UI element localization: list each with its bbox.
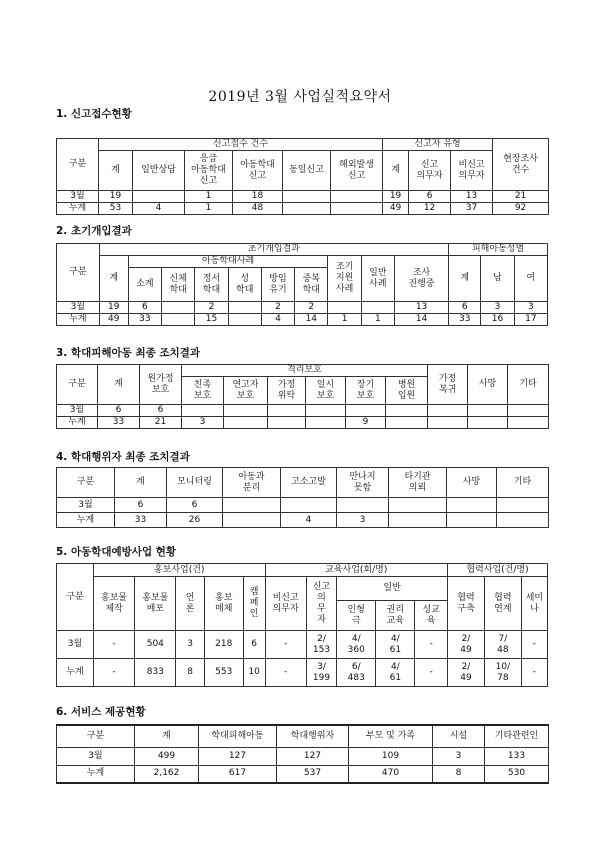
table-cell <box>268 417 306 429</box>
table-cell <box>508 405 549 417</box>
table-cell <box>162 314 195 326</box>
header-physical: 신체 학대 <box>162 268 195 302</box>
section5-heading: 5. 아동학대예방사업 현황 <box>56 546 177 558</box>
table-cell: 33 <box>115 513 167 528</box>
table-cell: 3/ 199 <box>306 659 336 687</box>
table-cell: 537 <box>277 765 349 783</box>
column-header: 친족 보호 <box>182 377 224 405</box>
table-cell: 1 <box>185 191 233 203</box>
prevention-program-table <box>56 563 548 687</box>
table-row <box>57 314 548 326</box>
row-label: 3월 <box>57 302 100 314</box>
column-header: 아동학대 신고 <box>233 151 283 191</box>
table-cell: - <box>93 659 134 687</box>
table-cell: - <box>521 659 547 687</box>
table-cell: 8 <box>176 659 204 687</box>
table-cell: 10/ 78 <box>484 659 521 687</box>
header-seminar: 세미 나 <box>521 577 547 631</box>
table-cell: 6 <box>98 405 140 417</box>
header-in-progress: 조사 진행중 <box>395 256 449 302</box>
column-header: 계 <box>99 151 133 191</box>
header-promo-distribution: 홍보물 배포 <box>135 577 176 631</box>
table-cell <box>283 191 331 203</box>
section4-heading: 4. 학대행위자 최종 조치결과 <box>56 451 190 463</box>
table-cell <box>228 302 261 314</box>
table-cell: 49 <box>383 203 409 215</box>
table-cell: 37 <box>451 203 493 215</box>
table-cell: - <box>415 659 448 687</box>
header-intake-count: 신고접수 건수 <box>99 139 383 151</box>
header-victim-gender: 피해아동성별 <box>449 244 548 256</box>
table-cell: 4 <box>261 314 294 326</box>
column-header: 신고 의무자 <box>409 151 451 191</box>
table-cell <box>468 405 508 417</box>
column-header: 학대행위자 <box>277 725 349 747</box>
table-cell: 2 <box>295 302 328 314</box>
table-cell: 8 <box>433 765 485 783</box>
header-non-mandatory: 비신고 의무자 <box>265 577 306 631</box>
table-cell: 504 <box>135 631 176 659</box>
table-cell: 21 <box>493 191 549 203</box>
table-cell: 3 <box>182 417 224 429</box>
header-rights-edu: 권리 교육 <box>376 601 415 631</box>
column-header: 계 <box>135 725 199 747</box>
table-cell: 833 <box>135 659 176 687</box>
table-cell: 2,162 <box>135 765 199 783</box>
header-reporter-type: 신고자 유형 <box>383 139 493 151</box>
column-header: 일반상담 <box>133 151 185 191</box>
table-cell: 617 <box>199 765 277 783</box>
header-neglect: 방임 유기 <box>261 268 294 302</box>
table-cell <box>447 498 497 513</box>
table-cell: 2 <box>195 302 228 314</box>
header-gubun: 구분 <box>57 139 99 191</box>
row-label: 3월 <box>57 747 135 765</box>
table-cell <box>268 405 306 417</box>
table-cell <box>223 498 281 513</box>
row-label: 누계 <box>57 314 100 326</box>
table-cell: 2 <box>261 302 294 314</box>
column-header: 동일신고 <box>283 151 331 191</box>
column-header: 사망 <box>447 468 497 498</box>
header-gubun: 구분 <box>57 244 100 302</box>
table-row <box>57 631 548 659</box>
table-row <box>57 417 549 429</box>
header-general-case: 일반 사례 <box>361 256 394 302</box>
table-cell <box>428 405 468 417</box>
header-total: 계 <box>99 256 128 302</box>
header-cooperation: 협력사업(건/명) <box>447 564 547 577</box>
table-cell: - <box>521 631 547 659</box>
table-cell: 6 <box>243 631 265 659</box>
header-multiple: 중복 학대 <box>295 268 328 302</box>
table-cell: 553 <box>204 659 243 687</box>
header-mandatory: 신고 의 무 자 <box>306 577 336 631</box>
row-label: 누계 <box>57 659 94 687</box>
table-cell: 4/ 360 <box>337 631 376 659</box>
header-coop-link: 협력 연계 <box>484 577 521 631</box>
table-cell <box>182 405 224 417</box>
header-emotional: 정서 학대 <box>195 268 228 302</box>
row-label: 3월 <box>57 191 99 203</box>
column-header: 비신고 의무자 <box>451 151 493 191</box>
victim-measures-table <box>56 364 549 429</box>
table-cell: 1 <box>328 314 361 326</box>
header-etc: 기타 <box>508 365 549 405</box>
table-cell <box>389 498 447 513</box>
table-cell <box>346 405 386 417</box>
column-header: 병원 입원 <box>386 377 428 405</box>
table-cell: 2/ 153 <box>306 631 336 659</box>
column-header: 아동과 분리 <box>223 468 281 498</box>
table-cell: 4/ 61 <box>376 631 415 659</box>
row-label: 3월 <box>57 498 115 513</box>
table-cell: 4 <box>133 203 185 215</box>
table-cell <box>386 405 428 417</box>
table-cell: 4 <box>281 513 337 528</box>
row-label: 3월 <box>57 405 98 417</box>
service-provision-table <box>56 724 549 784</box>
row-label: 누계 <box>57 203 99 215</box>
column-header: 학대피해아동 <box>199 725 277 747</box>
table-cell: 3 <box>337 513 389 528</box>
table-cell: 15 <box>195 314 228 326</box>
table-cell <box>133 191 185 203</box>
header-puppet-show: 인형 극 <box>337 601 376 631</box>
table-cell: 470 <box>349 765 433 783</box>
table-row <box>57 747 549 765</box>
table-cell: 3 <box>514 302 547 314</box>
section2-heading: 2. 초기개입결과 <box>56 225 132 237</box>
header-male: 남 <box>481 256 514 302</box>
header-isolation: 격리보호 <box>182 365 428 377</box>
table-cell: 33 <box>128 314 161 326</box>
intake-table <box>56 138 549 215</box>
table-cell: 26 <box>167 513 223 528</box>
header-subtotal: 소계 <box>128 268 161 302</box>
column-header: 구분 <box>57 468 115 498</box>
table-cell: 2/ 49 <box>447 631 484 659</box>
row-label: 누계 <box>57 513 115 528</box>
header-coop-build: 협력 구축 <box>447 577 484 631</box>
table-cell: 3 <box>433 747 485 765</box>
table-cell: 6 <box>115 498 167 513</box>
table-cell: - <box>93 631 134 659</box>
table-cell <box>331 191 383 203</box>
table-cell: 7/ 48 <box>484 631 521 659</box>
row-label: 누계 <box>57 417 98 429</box>
table-cell: - <box>415 631 448 659</box>
section3-heading: 3. 학대피해아동 최종 조치결과 <box>56 347 200 359</box>
header-gubun: 구분 <box>57 564 94 631</box>
table-cell: 1 <box>185 203 233 215</box>
header-sexual: 성 학대 <box>228 268 261 302</box>
table-cell: 33 <box>449 314 481 326</box>
header-general: 일반 <box>337 577 448 601</box>
table-cell: 499 <box>135 747 199 765</box>
header-initial-result: 초기개입결과 <box>99 244 448 256</box>
table-cell: 4/ 61 <box>376 659 415 687</box>
section6-heading: 6. 서비스 제공현황 <box>56 706 146 718</box>
column-header: 기타 <box>497 468 549 498</box>
table-cell <box>389 513 447 528</box>
table-cell <box>386 417 428 429</box>
row-label: 3월 <box>57 631 94 659</box>
table-cell <box>306 405 346 417</box>
table-cell: 13 <box>451 191 493 203</box>
column-header: 계 <box>383 151 409 191</box>
table-row <box>57 191 549 203</box>
column-header: 장기 보호 <box>346 377 386 405</box>
table-cell: 16 <box>481 314 514 326</box>
table-cell: 6 <box>409 191 451 203</box>
header-victim-total: 계 <box>449 256 481 302</box>
table-cell <box>337 498 389 513</box>
table-cell: 18 <box>233 191 283 203</box>
table-cell: 92 <box>493 203 549 215</box>
table-cell: 17 <box>514 314 547 326</box>
table-cell: 49 <box>99 314 128 326</box>
table-row <box>57 765 549 783</box>
header-campaign: 캠 페 인 <box>243 577 265 631</box>
table-cell <box>468 417 508 429</box>
header-return-home: 가정 복귀 <box>428 365 468 405</box>
table-cell: - <box>265 631 306 659</box>
table-cell: 14 <box>395 314 449 326</box>
table-cell: 6 <box>140 405 182 417</box>
table-cell: 3 <box>481 302 514 314</box>
table-cell: 10 <box>243 659 265 687</box>
table-row <box>57 405 549 417</box>
table-cell: 218 <box>204 631 243 659</box>
table-cell: 3 <box>176 631 204 659</box>
column-header: 계 <box>115 468 167 498</box>
table-cell: 19 <box>99 191 133 203</box>
table-cell <box>508 417 549 429</box>
initial-intervention-table <box>56 243 548 326</box>
column-header: 기타관련인 <box>485 725 549 747</box>
table-cell: 12 <box>409 203 451 215</box>
header-education: 교육사업(회/명) <box>265 564 447 577</box>
header-abuse-case: 아동학대사례 <box>128 256 328 268</box>
table-cell: 33 <box>98 417 140 429</box>
table-cell <box>281 498 337 513</box>
table-cell <box>224 405 268 417</box>
column-header: 해외발생 신고 <box>331 151 383 191</box>
table-cell: 6 <box>449 302 481 314</box>
header-sex-edu: 성교 육 <box>415 601 448 631</box>
table-cell <box>447 513 497 528</box>
table-cell <box>223 513 281 528</box>
table-cell <box>361 302 394 314</box>
header-promotion: 홍보사업(건) <box>93 564 265 577</box>
table-cell: 133 <box>485 747 549 765</box>
section1-heading: 1. 신고접수현황 <box>56 108 132 120</box>
table-cell <box>283 203 331 215</box>
header-press: 언 론 <box>176 577 204 631</box>
column-header: 응급 아동학대 신고 <box>185 151 233 191</box>
header-promo-production: 홍보물 제작 <box>93 577 134 631</box>
table-cell: 6/ 483 <box>337 659 376 687</box>
column-header: 고소고발 <box>281 468 337 498</box>
column-header: 모니터링 <box>167 468 223 498</box>
table-cell: 6 <box>128 302 161 314</box>
header-promo-media: 홍보 매체 <box>204 577 243 631</box>
table-cell: 127 <box>199 747 277 765</box>
table-row <box>57 302 548 314</box>
table-cell: 19 <box>99 302 128 314</box>
document-title: 2019년 3월 사업실적요약서 <box>208 89 392 105</box>
table-cell: - <box>265 659 306 687</box>
header-total: 계 <box>98 365 140 405</box>
perpetrator-measures-table <box>56 467 549 528</box>
header-gubun: 구분 <box>57 365 98 405</box>
table-cell <box>497 498 549 513</box>
table-row <box>57 659 548 687</box>
table-cell <box>162 302 195 314</box>
table-cell: 530 <box>485 765 549 783</box>
table-cell: 21 <box>140 417 182 429</box>
row-label: 누계 <box>57 765 135 783</box>
table-cell: 2/ 49 <box>447 659 484 687</box>
table-cell: 14 <box>295 314 328 326</box>
table-cell <box>331 203 383 215</box>
table-cell: 127 <box>277 747 349 765</box>
table-row <box>57 203 549 215</box>
table-cell <box>228 314 261 326</box>
table-cell: 109 <box>349 747 433 765</box>
column-header: 가정 위탁 <box>268 377 306 405</box>
table-cell: 1 <box>361 314 394 326</box>
column-header: 일시 보호 <box>306 377 346 405</box>
table-cell: 13 <box>395 302 449 314</box>
column-header: 구분 <box>57 725 135 747</box>
table-cell <box>306 417 346 429</box>
table-cell: 9 <box>346 417 386 429</box>
column-header: 연고자 보호 <box>224 377 268 405</box>
header-site-investigation: 현장조사 건수 <box>493 139 549 191</box>
table-cell <box>497 513 549 528</box>
header-early-support: 조기 지원 사례 <box>328 256 361 302</box>
table-cell <box>428 417 468 429</box>
table-cell: 6 <box>167 498 223 513</box>
table-cell: 19 <box>383 191 409 203</box>
table-row <box>57 513 549 528</box>
table-cell <box>328 302 361 314</box>
column-header: 부모 및 가족 <box>349 725 433 747</box>
table-row <box>57 498 549 513</box>
table-cell: 53 <box>99 203 133 215</box>
table-cell: 48 <box>233 203 283 215</box>
column-header: 만나지 못함 <box>337 468 389 498</box>
header-female: 여 <box>514 256 547 302</box>
column-header: 시설 <box>433 725 485 747</box>
table-cell <box>224 417 268 429</box>
header-death: 사망 <box>468 365 508 405</box>
header-home-protection: 원가정 보호 <box>140 365 182 405</box>
column-header: 타기관 의뢰 <box>389 468 447 498</box>
